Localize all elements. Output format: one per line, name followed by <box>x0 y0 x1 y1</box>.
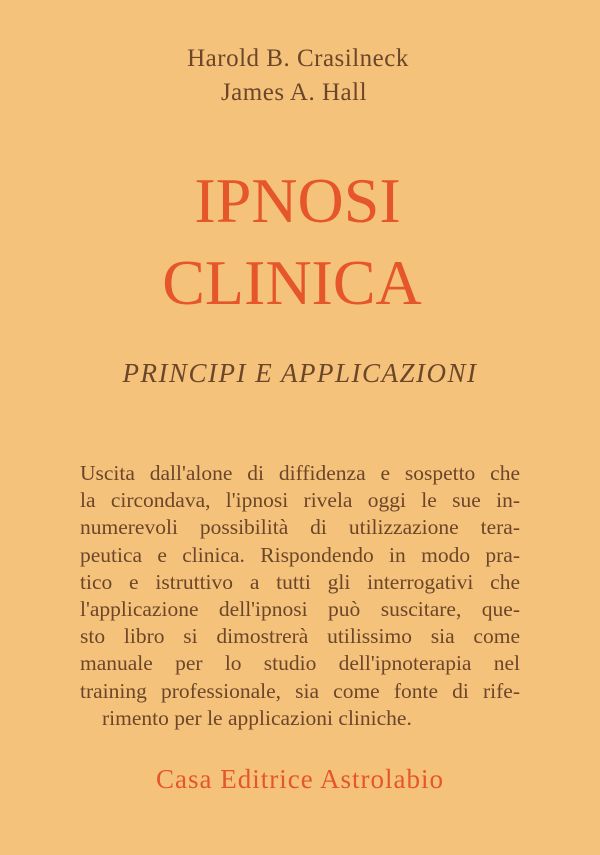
author-name: Harold B. Crasilneck <box>187 45 409 72</box>
title-line: IPNOSI <box>194 165 401 236</box>
title-line: CLINICA <box>162 247 422 318</box>
blurb-line: numerevoli possibilità di utilizzazione tera- <box>80 515 520 540</box>
blurb-text <box>80 460 520 732</box>
authors <box>0 42 600 110</box>
blurb-line: peutica e clinica. Rispondendo in modo pra- <box>80 542 520 567</box>
blurb-line: training professionale, sia come fonte di rife- <box>80 678 520 703</box>
blurb-line: sto libro si dimostrerà utilissimo sia come <box>80 624 520 649</box>
blurb-line: rimento per le applicazioni cliniche. <box>102 705 412 730</box>
publisher-name: Casa Editrice Astrolabio <box>156 764 444 794</box>
blurb-line: l'applicazione dell'ipnosi può suscitare, que- <box>80 597 520 622</box>
book-title <box>0 160 600 324</box>
blurb-line: Uscita dall'alone di diffidenza e sospetto che <box>80 461 520 485</box>
author-name: James A. Hall <box>220 79 368 106</box>
blurb-line: tico e istruttivo a tutti gli interrogativi che <box>80 569 520 594</box>
blurb-line: la circondava, l'ipnosi rivela oggi le sue in- <box>80 488 520 513</box>
book-subtitle: PRINCIPI E APPLICAZIONI <box>122 358 478 388</box>
blurb-line: manuale per lo studio dell'ipnoterapia nel <box>80 651 520 676</box>
